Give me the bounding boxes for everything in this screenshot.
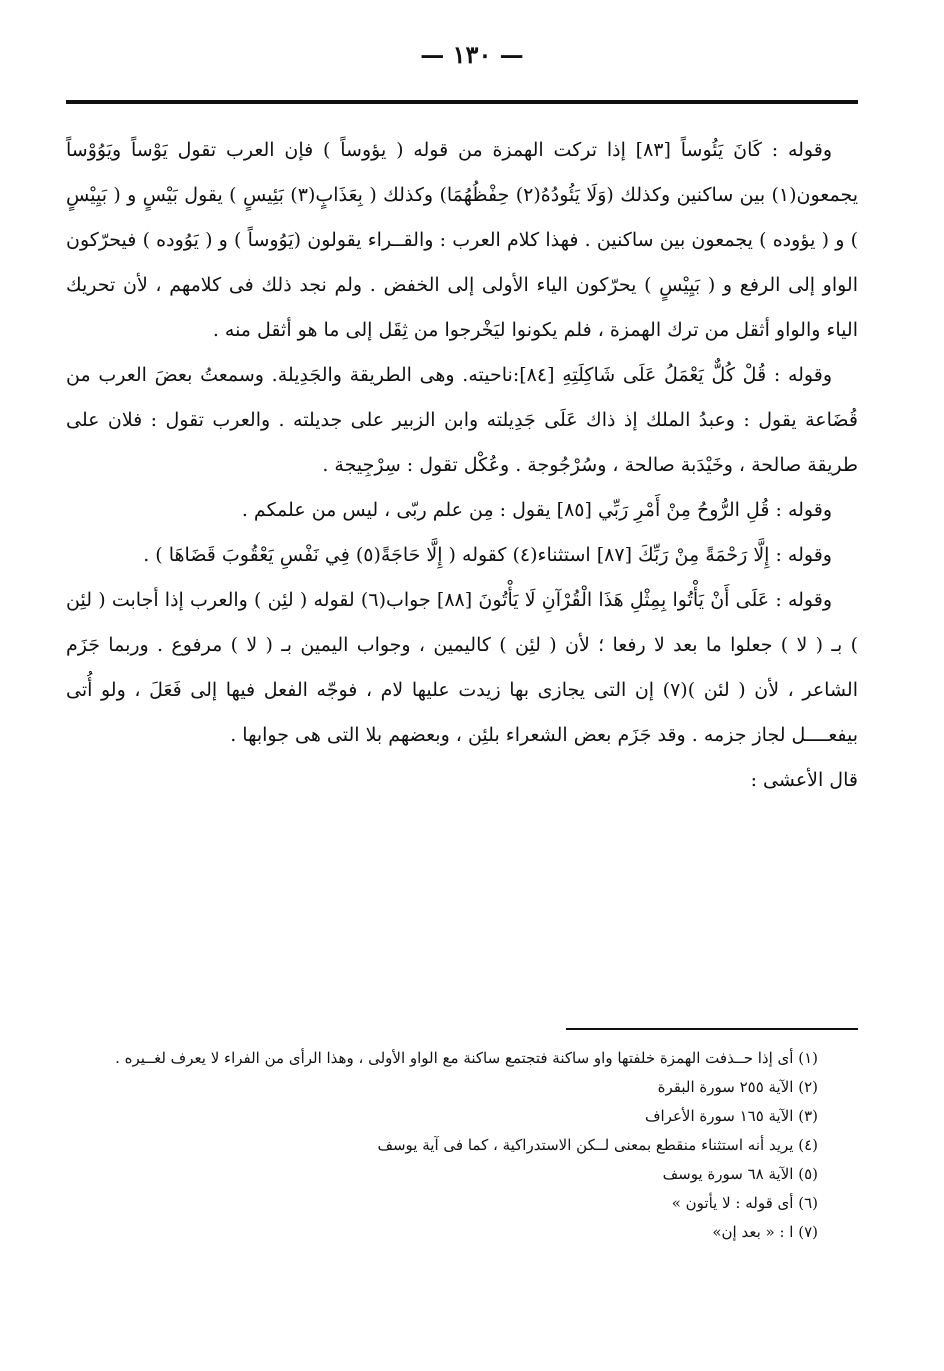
paragraph: قال الأعشى : [750, 769, 858, 791]
footnote: (١) أى إذا حــذفت الهمزة خلفتها واو ساكنة فتجتمع ساكنة مع الواو الأولى ، وهذا الرأى من الفراء لا يعرف لغــيره . [115, 1049, 818, 1067]
footnote: (٥) الآية ٦٨ سورة يوسف [662, 1165, 818, 1183]
header-rule [66, 100, 858, 104]
paragraph: وقوله : عَلَى أَنْ يَأْتُوا بِمِثْلِ هَذَا الْقُرْآنِ لَا يَأْتُونَ [٨٨] جواب(٦) لقوله ( لئِن ) والعرب إذا أجابت ( لئِن ) بـ ( لا ) جعلوا ما بعد لا رفعا ؛ لأن ( لئِن ) كاليمين ، وجواب اليمين بـ ( لا ) مرفوع . وربما جَزَم الشاعر ، لأن ( لئن )(٧) إن التى يجازى بها زيدت عليها لام ، فوجّه الفعل فيها إلى فَعَلَ ، ولو أُتى بيفعــــل لجاز جزمه . وقد جَزَم بعض الشعراء بلئِن ، وبعضهم بلا التى هى جوابها . [66, 589, 858, 746]
page-number: — ١٣٠ — [420, 40, 524, 69]
main-text [66, 128, 858, 803]
footnote: (٣) الآية ١٦٥ سورة الأعراف [644, 1107, 818, 1125]
footnote-rule [566, 1028, 858, 1030]
footnote: (٢) الآية ٢٥٥ سورة البقرة [657, 1078, 818, 1096]
paragraph: وقوله : قُلْ كُلٌّ يَعْمَلُ عَلَى شَاكِلَتِهِ [٨٤]:ناحيته. وهى الطريقة والجَدِيلة. وسمعتُ بعضَ العرب من قُضَاعة يقول : وعبدُ الملك إذ ذاك عَلَى جَدِيلته وابن الزبير على جديلته . والعرب تقول : فلان على طريقة صالحة ، وخَيْدَبة صالحة ، وسُرْجُوجة . وعُكْل تقول : سِرْجِيجة . [66, 364, 858, 476]
footnote: (٤) يريد أنه استثناء منقطع بمعنى لــكن الاستدراكية ، كما فى آية يوسف [377, 1136, 818, 1154]
footnotes [66, 1044, 858, 1247]
paragraph: وقوله : قُلِ الرُّوحُ مِنْ أَمْرِ رَبِّي [٨٥] يقول : مِن علم ربّى ، ليس من علمكم . [241, 499, 832, 521]
paragraph: وقوله : كَانَ يَئُوساً [٨٣] إذا تركت الهمزة من قوله ( يؤوساً ) فإن العرب تقول يَوْساً ويَوُوْساً يجمعون(١) بين ساكنين وكذلك (وَلَا يَئُودُهُ(٢) حِفْظُهُمَا) وكذلك ( بِعَذَابٍ(٣) بَئِيسٍ ) يقول بَيْسٍ و ( بَيِيْسٍ ) و ( يؤوده ) يجمعون بين ساكنين . فهذا كلام العرب : والقــراء يقولون (يَوُوساً ) و ( يَوُوده ) فيحرّكون الواو إلى الرفع و ( بَيِيْسٍ ) يحرّكون الياء الأولى إلى الخفض . ولم نجد ذلك فى كلامهم ، لأن تحريك الياء والواو أثقل من ترك الهمزة ، فلم يكونوا ليَخْرجوا من ثِقَل إلى ما هو أثقل منه . [66, 139, 858, 341]
footnote: (٦) أى قوله : لا يأتون » [671, 1194, 818, 1212]
footnote: (٧) ا : « بعد إن» [712, 1223, 818, 1241]
paragraph: وقوله : إِلَّا رَحْمَةً مِنْ رَبِّكَ [٨٧] استثناء(٤) كقوله ( إِلَّا حَاجَةً(٥) فِي نَفْسِ يَعْقُوبَ قَضَاهَا ) . [143, 544, 832, 566]
